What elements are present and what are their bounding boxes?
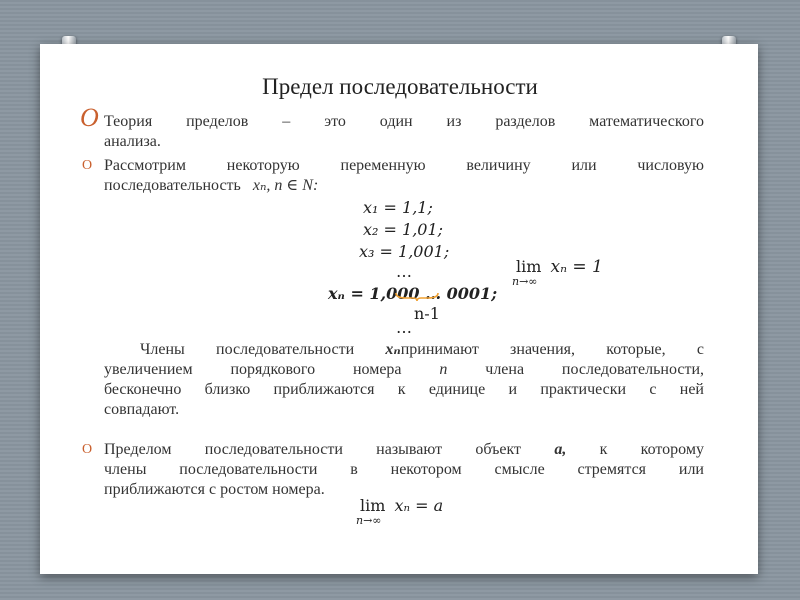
bullet-2-line-2-text: последовательность: [104, 177, 241, 194]
paragraph-line-2: [104, 360, 704, 380]
limit-2-expr: xₙ = a: [394, 496, 444, 515]
limit-2: [356, 496, 444, 527]
paragraph-line-4: совпадают.: [104, 401, 180, 418]
limit-2-word: lim: [360, 496, 386, 515]
sequence-x3: x₃ = 1,001;: [359, 242, 450, 261]
bullet-1: [80, 103, 704, 152]
bullet-3-line-1-pre: Пределом последовательности называют объект: [104, 441, 522, 458]
limit-1-expr: xₙ = 1: [550, 257, 603, 277]
sequence-x1: x₁ = 1,1;: [363, 198, 433, 217]
bullet-marker-icon: O: [82, 158, 93, 173]
bullet-1-line-1: Теория пределов – это один из разделов математического: [104, 113, 704, 130]
bullet-3-line-1-var: a,: [554, 441, 567, 458]
bullet-3-line-3: приближаются с ростом номера.: [104, 481, 325, 498]
paragraph-line-3: бесконечно близко приближаются к единице и практически с ней: [104, 381, 704, 398]
paragraph-line-2-var: n: [439, 361, 448, 378]
limit-2-sub: n→∞: [356, 514, 382, 527]
limit-1-word: lim: [516, 257, 542, 276]
bullet-2-line-1: Рассмотрим некоторую переменную величину или числовую: [104, 157, 704, 174]
sequence-dots-1: …: [396, 262, 412, 281]
limit-1: [512, 257, 603, 288]
paragraph-line-1: [104, 340, 704, 360]
paragraph-line-1-post: принимают значения, которые, с: [400, 341, 705, 358]
bullet-3-line-2: члены последовательности в некотором смысле стремятся или: [104, 461, 704, 478]
bullet-1-line-2: анализа.: [104, 133, 161, 150]
bullet-2-line-2-math: xₙ, n ∈ N:: [252, 177, 319, 194]
bullet-2: [82, 156, 704, 196]
brace-label: n-1: [414, 304, 440, 323]
paragraph-line-2-pre: увеличением порядкового номера: [104, 361, 402, 378]
underbrace-icon: [394, 292, 440, 302]
bullet-marker-icon: O: [82, 442, 93, 457]
bullet-2-line-2: [104, 176, 704, 196]
bullet-marker-icon: O: [80, 103, 99, 132]
sequence-dots-2: …: [396, 318, 412, 337]
limit-1-sub: n→∞: [512, 275, 538, 288]
paragraph-line-1-pre: Члены последовательности: [140, 341, 355, 358]
bullet-3-line-1: [104, 440, 704, 460]
bullet-3: [82, 440, 704, 500]
paragraph-line-2-post: члена последовательности,: [485, 361, 705, 378]
sequence-xn: xₙ = 1,000 … 0001;: [328, 284, 498, 303]
bullet-3-line-1-post: к которому: [599, 441, 704, 458]
paragraph-line-1-var: xₙ: [385, 341, 401, 358]
page-title: Предел последовательности: [262, 74, 538, 99]
explanation-paragraph: [104, 340, 704, 420]
sequence-x2: x₂ = 1,01;: [363, 220, 444, 239]
